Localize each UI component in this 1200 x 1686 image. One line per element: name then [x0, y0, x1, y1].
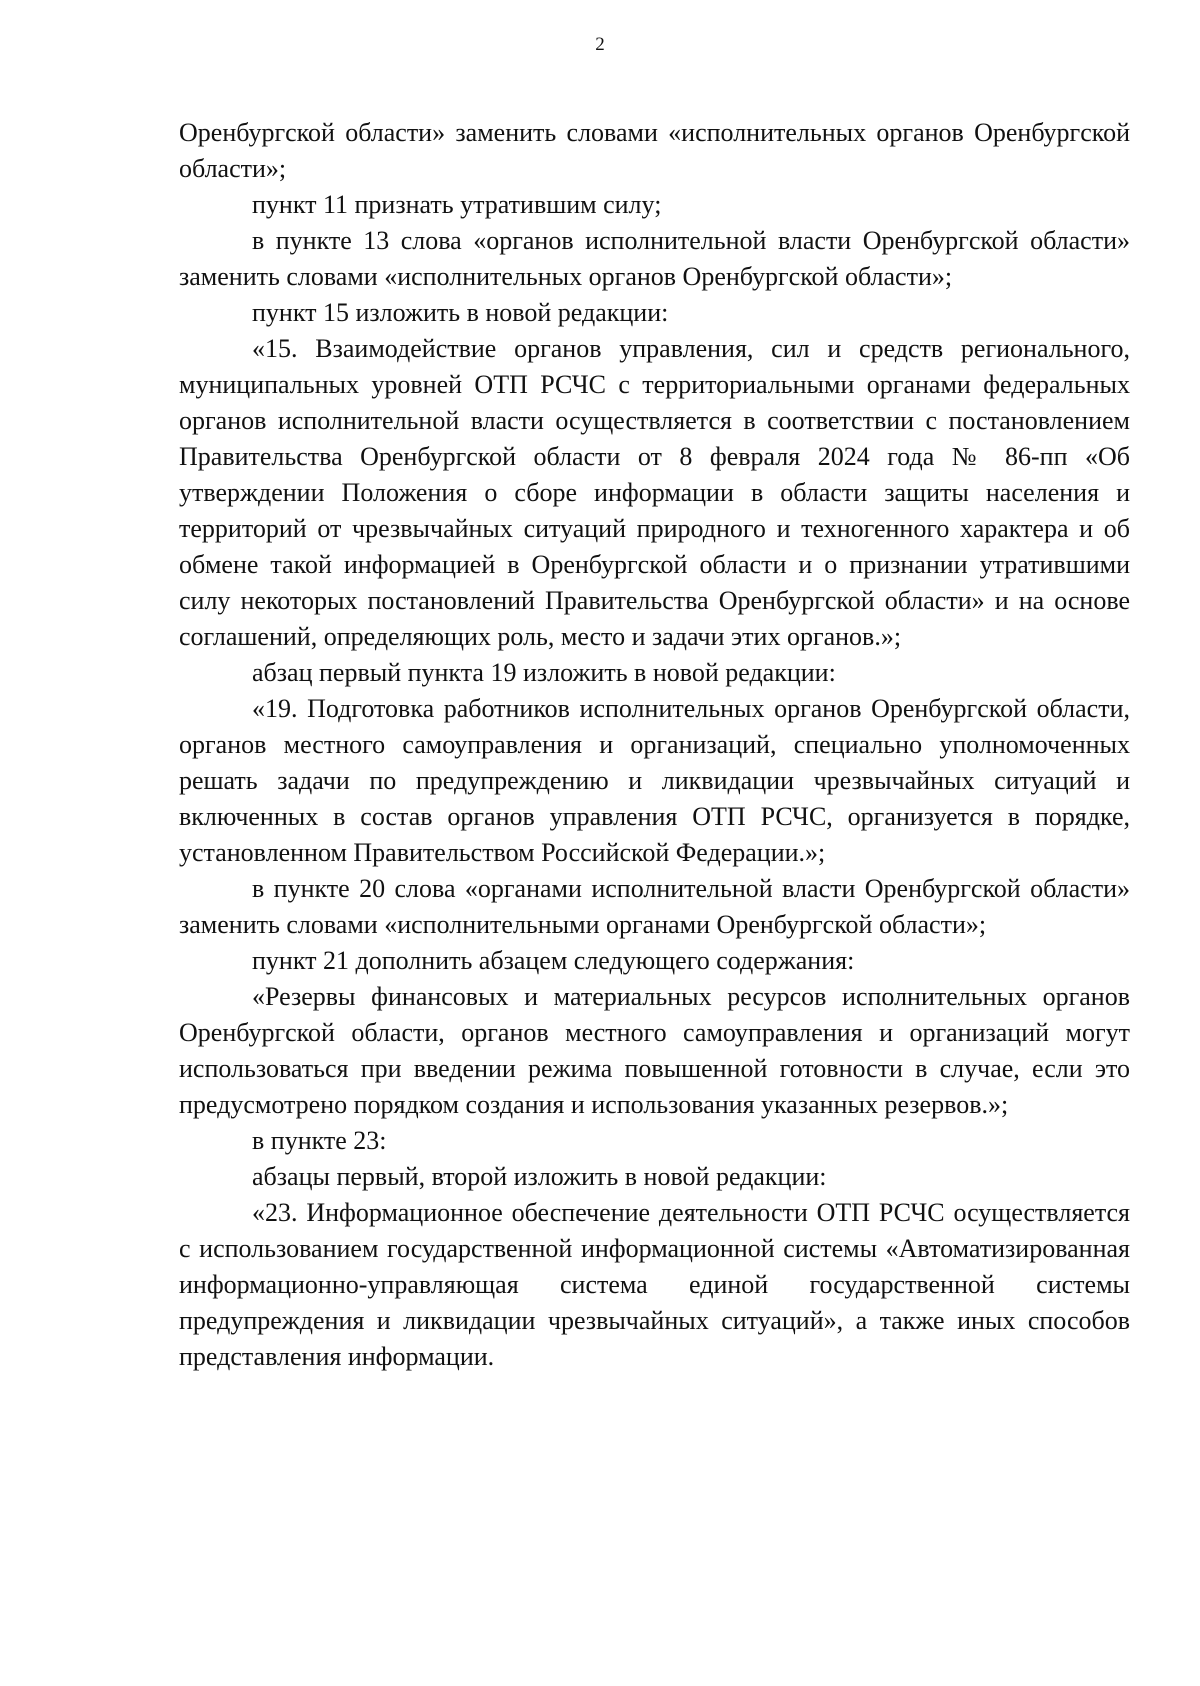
- paragraph-item-13: в пункте 13 слова «органов исполнительной власти Оренбургской области» заменить словами «исполнительных органов Оренбургской области»;: [179, 226, 1130, 291]
- paragraph-item-11: пункт 11 признать утратившим силу;: [252, 190, 662, 219]
- paragraph-continuation: Оренбургской области» заменить словами «исполнительных органов Оренбургской области»;: [179, 118, 1130, 183]
- paragraph-item-21-intro: пункт 21 дополнить абзацем следующего содержания:: [252, 946, 855, 975]
- paragraph-item-23-subintro: абзацы первый, второй изложить в новой редакции:: [252, 1162, 827, 1191]
- paragraph-item-21-text: «Резервы финансовых и материальных ресурсов исполнительных органов Оренбургской области, органов местного самоуправления и организаций могут использоваться при введении режима повышенной готовности в случае, если это предусмотрено порядком создания и использования указанных резервов.»;: [179, 982, 1130, 1119]
- page-number: 2: [595, 34, 605, 55]
- paragraph-item-20: в пункте 20 слова «органами исполнительной власти Оренбургской области» заменить словами «исполнительными органами Оренбургской области»;: [179, 874, 1130, 939]
- paragraph-item-19-text: «19. Подготовка работников исполнительных органов Оренбургской области, органов местного самоуправления и организаций, специально уполномоченных решать задачи по предупреждению и ликвидации чрезвычайных ситуаций и включенных в состав органов управления ОТП РСЧС, организуется в порядке, установленном Правительством Российской Федерации.»;: [179, 694, 1130, 867]
- paragraph-item-19-intro: абзац первый пункта 19 изложить в новой редакции:: [252, 658, 836, 687]
- paragraph-item-23-intro: в пункте 23:: [252, 1126, 387, 1155]
- paragraph-item-23-text: «23. Информационное обеспечение деятельности ОТП РСЧС осуществляется с использованием государственной информационной системы «Автоматизированная информационно-управляющая система единой государственной системы предупреждения и ликвидации чрезвычайных ситуаций», а также иных способов представления информации.: [179, 1198, 1130, 1371]
- paragraph-item-15-intro: пункт 15 изложить в новой редакции:: [252, 298, 669, 327]
- paragraph-item-15-text: «15. Взаимодействие органов управления, сил и средств регионального, муниципальных уровней ОТП РСЧС с территориальными органами федеральных органов исполнительной власти осуществляется в соответствии с постановлением Правительства Оренбургской области от 8 февраля 2024 года № 86-пп «Об утверждении Положения о сборе информации в области защиты населения и территорий от чрезвычайных ситуаций природного и техногенного характера и об обмене такой информацией в Оренбургской области и о признании утратившими силу некоторых постановлений Правительства Оренбургской области» и на основе соглашений, определяющих роль, место и задачи этих органов.»;: [179, 334, 1130, 651]
- document-body: [179, 115, 1130, 1375]
